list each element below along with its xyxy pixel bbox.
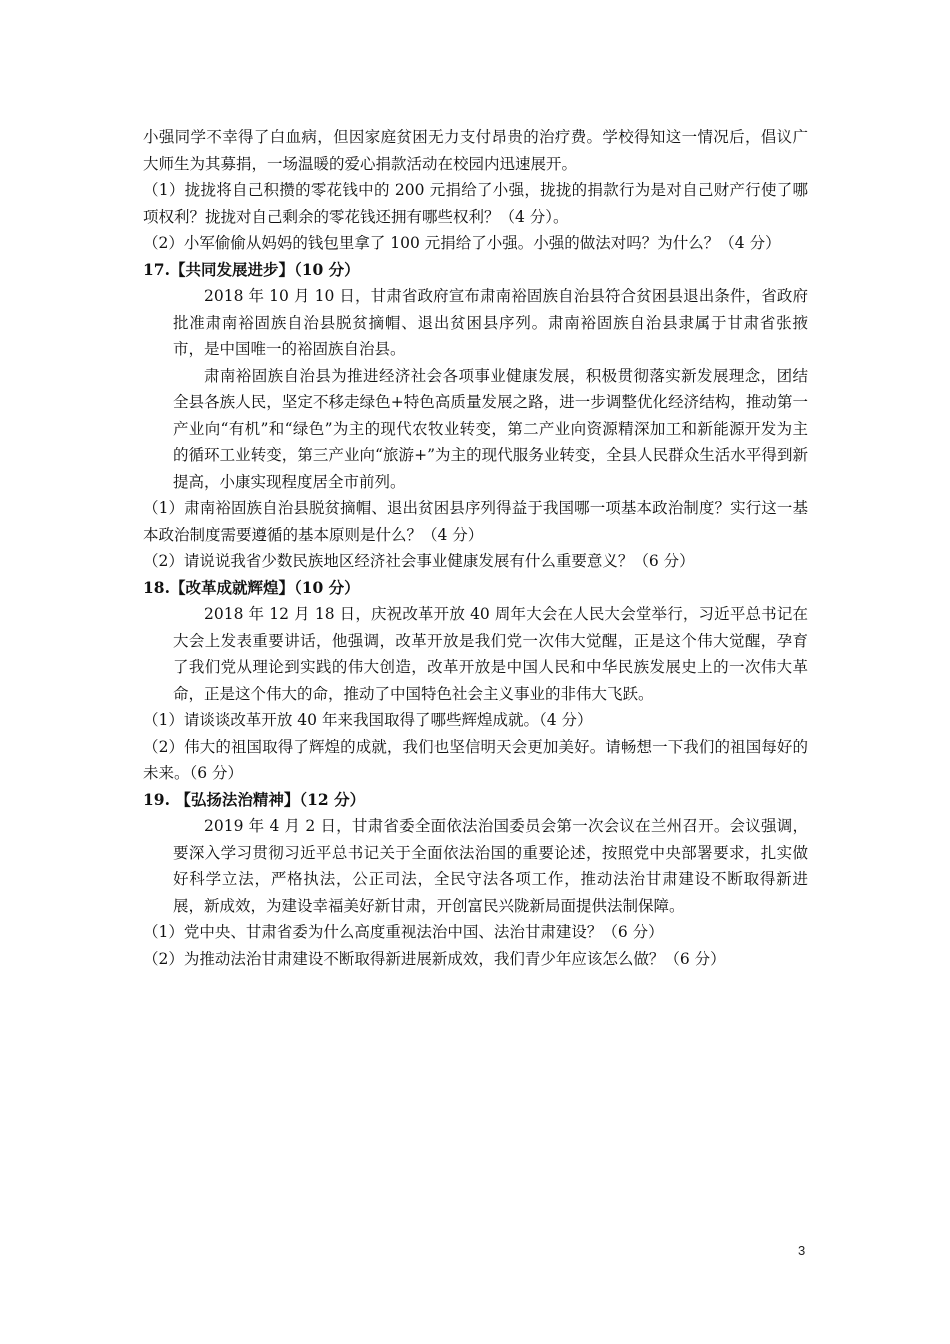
page-number: 3 [798,1243,806,1258]
question-18-sub-2: （2）伟大的祖国取得了辉煌的成就，我们也坚信明天会更加美好。请畅想一下我们的祖国每好的未来。（6 分） [143,737,808,782]
question-19-sub-2: （2）为推动法治甘肃建设不断取得新进展新成效，我们青少年应该怎么做？（6 分） [143,949,726,968]
continuation-question-2: （2）小军偷偷从妈妈的钱包里拿了 100 元捐给了小强。小强的做法对吗？为什么？（4 分） [143,234,781,252]
question-18-heading: 18.【改革成就辉煌】（10 分） [143,577,360,597]
continuation-intro: 小强同学不幸得了白血病，但因家庭贫困无力支付昂贵的治疗费。学校得知这一情况后，倡议广大师生为其募捐，一场温暖的爱心捐款活动在校园内迅速展开。 [143,128,808,173]
question-19-heading: 19. 【弘扬法治精神】（12 分） [143,789,366,809]
question-17-paragraph-1: 2018 年 10 月 10 日，甘肃省政府宣布肃南裕固族自治县符合贫困县退出条件，省政府批准肃南裕固族自治县脱贫摘帽、退出贫困县序列。肃南裕固族自治县隶属于甘肃省张掖市，是中国唯一的裕固族自治县。 [173,287,808,358]
question-17-heading: 17.【共同发展进步】（10 分） [143,259,360,279]
page-content [143,124,808,972]
question-17-paragraph-2: 肃南裕固族自治县为推进经济社会各项事业健康发展，积极贯彻落实新发展理念，团结全县各族人民，坚定不移走绿色+特色高质量发展之路，进一步调整优化经济结构，推动第一产业向“有机”和“绿色”为主的现代农牧业转变，第二产业向资源精深加工和新能源开发为主的循环工业转变，第三产业向“旅游+”为主的现代服务业转变，全县人民群众生活水平得到新提高，小康实现程度居全市前列。 [173,366,808,491]
continuation-question-1: （1）拢拢将自己积攒的零花钱中的 200 元捐给了小强，拢拢的捐款行为是对自己财产行使了哪项权利？拢拢对自己剩余的零花钱还拥有哪些权利？（4 分）。 [143,181,808,226]
question-18-sub-1: （1）请谈谈改革开放 40 年来我国取得了哪些辉煌成就。（4 分） [143,711,593,729]
question-17-sub-2: （2）请说说我省少数民族地区经济社会事业健康发展有什么重要意义？（6 分） [143,552,695,570]
question-17-sub-1: （1）肃南裕固族自治县脱贫摘帽、退出贫困县序列得益于我国哪一项基本政治制度？实行这一基本政治制度需要遵循的基本原则是什么？（4 分） [143,499,808,544]
question-18-paragraph-1: 2018 年 12 月 18 日，庆祝改革开放 40 周年大会在人民大会堂举行，习近平总书记在大会上发表重要讲话，他强调，改革开放是我们党一次伟大觉醒，正是这个伟大觉醒，孕育了我们党从理论到实践的伟大创造，改革开放是中国人民和中华民族发展史上的一次伟大革命，正是这个伟大的命，推动了中国特色社会主义事业的非伟大飞跃。 [173,605,808,703]
question-19-paragraph-1: 2019 年 4 月 2 日，甘肃省委全面依法治国委员会第一次会议在兰州召开。会议强调，要深入学习贯彻习近平总书记关于全面依法治国的重要论述，按照党中央部署要求，扎实做好科学立法，严格执法，公正司法，全民守法各项工作，推动法治甘肃建设不断取得新进展，新成效，为建设幸福美好新甘肃，开创富民兴陇新局面提供法制保障。 [173,817,808,915]
question-19-sub-1: （1）党中央、甘肃省委为什么高度重视法治中国、法治甘肃建设？（6 分） [143,923,664,941]
